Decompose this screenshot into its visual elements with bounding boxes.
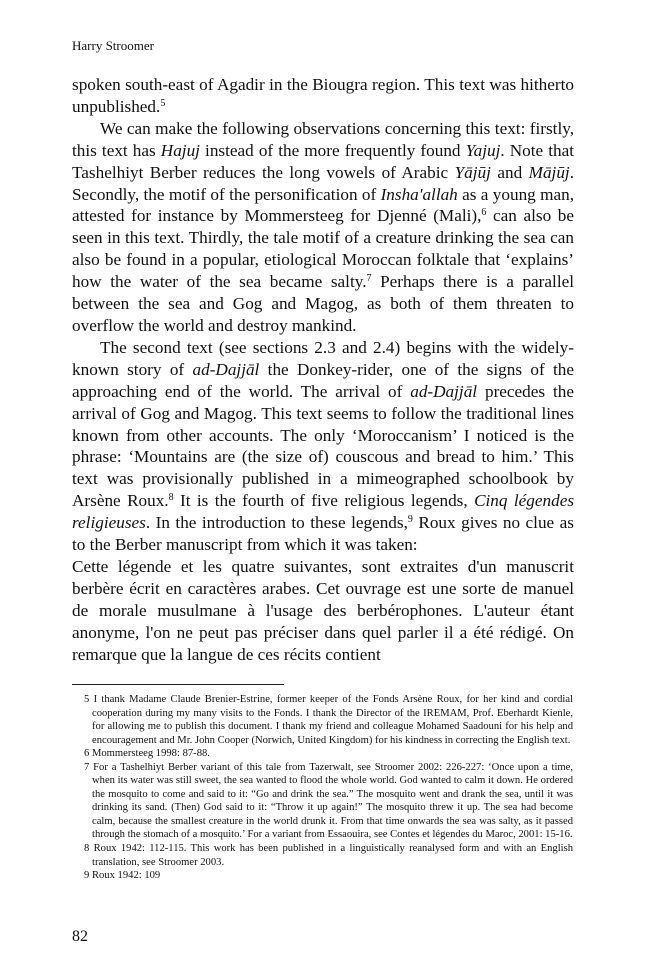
- italic-term: Insha'allah: [380, 184, 458, 204]
- italic-term: Yājūj: [454, 162, 491, 182]
- footnotes: [84, 693, 573, 883]
- text: . Note that Tashelhiyt Berber reduces the long vowels of Arabic: [72, 140, 575, 182]
- text: instead of the more frequently found: [199, 140, 466, 160]
- footnote-6: 6 Mommersteeg 1998: 87-88.: [84, 748, 210, 760]
- text: We can make the following observations concerning this text: firstly, this text has: [72, 118, 574, 160]
- footnote-7: 7 For a Tashelhiyt Berber variant of this tale from Tazerwalt, see Stroomer 2002: 226-227: ‘Once upon a time, when its water was still sweet, the sea wanted to flood the whole world. God wanted to calm it down. He ordered the mosquito to come and said to it: “Go and drink the sea.” The mosquito went and drank the sea, until it was drinking its sand. (Then) God said to it: “Throw it up again!” The mosquito threw it up. The sea had become calm, because the smallest creature in the world drunk it. From that time onwards the sea was salty, as it passed through the stomach of a mosquito.’ For a variant from Essaouira, see Contes et légendes du Maroc, 2001: 15-16.: [84, 761, 573, 841]
- footnote-5: 5 I thank Madame Claude Brenier-Estrine, former keeper of the Fonds Arsène Roux, for her kind and cordial cooperation during my many visits to the Fonds. I thank the Director of the IREMAM, Prof. Eberhardt Kienle, for allowing me to publish this document. I thank my friend and colleague Mohamed Saadouni for his help and encouragement and Mr. John Cooper (Norwich, United Kingdom) for his kindness in correcting the English text.: [84, 694, 573, 746]
- footnote-ref-8: 8: [168, 492, 174, 504]
- text: Roux gives no clue as to the Berber manuscript from which it was taken:: [72, 513, 574, 555]
- paragraph-3: [72, 337, 574, 556]
- footnote-divider: [72, 684, 284, 685]
- footnote-9: 9 Roux 1942: 109: [84, 870, 161, 882]
- text: can also be seen in this text. Thirdly, the tale motif of a creature drinking the sea can also be found in a popular, etiological Moroccan folktale that ‘explains’ how the water of the sea became salty.: [72, 206, 574, 292]
- text: . Secondly, the motif of the personification of: [72, 162, 574, 204]
- page-number: 82: [72, 928, 88, 945]
- body-text: [72, 74, 574, 665]
- italic-term: Hajuj: [160, 140, 200, 160]
- paragraph-1: [72, 74, 574, 118]
- text: . In the introduction to these legends,: [145, 513, 408, 533]
- paragraph-2: [72, 118, 574, 337]
- italic-title: Cinq légendes religieuses: [72, 491, 575, 533]
- italic-term: ad-Dajjāl: [410, 381, 478, 401]
- footnote-ref-7: 7: [366, 273, 372, 285]
- text: Perhaps there is a parallel between the sea and Gog and Magog, as both of them threaten to overflow the world and destroy mankind.: [72, 272, 574, 335]
- text: spoken south-east of Agadir in the Biougra region. This text was hitherto unpublished.: [72, 75, 574, 116]
- italic-term: ad-Dajjāl: [192, 359, 260, 379]
- text: the Donkey-rider, one of the signs of the approaching end of the world. The arrival of: [72, 359, 575, 401]
- footnote-8: 8 Roux 1942: 112-115. This work has been published in a linguistically reanalysed form and with an English translation, see Stroomer 2003.: [84, 843, 573, 868]
- text: precedes the arrival of Gog and Magog. This text seems to follow the traditional lines known from other accounts. The only ‘Moroccanism’ I noticed is the phrase: ‘Mountains are (the size of) couscous and bread to him.’ This text was provisionally published in a mimeographed schoolbook by Arsène Roux.: [72, 381, 574, 511]
- italic-term: Yajuj: [465, 140, 501, 160]
- footnote-ref-5: 5: [160, 97, 166, 109]
- italic-term: Mājūj: [528, 162, 570, 182]
- text: The second text (see sections 2.3 and 2.4) begins with the widely-known story of: [72, 337, 574, 379]
- footnote-ref-6: 6: [481, 207, 487, 219]
- footnote-ref-9: 9: [407, 514, 413, 526]
- text: and: [490, 162, 529, 182]
- block-quote: Cette légende et les quatre suivantes, sont extraites d'un manuscrit berbère écrit en caractères arabes. Cet ouvrage est une sorte de manuel de morale musulmane à l'usage des berbérophones. L'auteur étant anonyme, l'on ne peut pas préciser dans quel parler il a été rédigé. On remarque que la langue de ces récits contient: [72, 556, 574, 664]
- text: It is the fourth of five religious legends,: [173, 491, 475, 511]
- running-head: Harry Stroomer: [72, 38, 154, 53]
- text: as a young man, attested for instance by Mommersteeg for Djenné (Mali),: [72, 184, 574, 226]
